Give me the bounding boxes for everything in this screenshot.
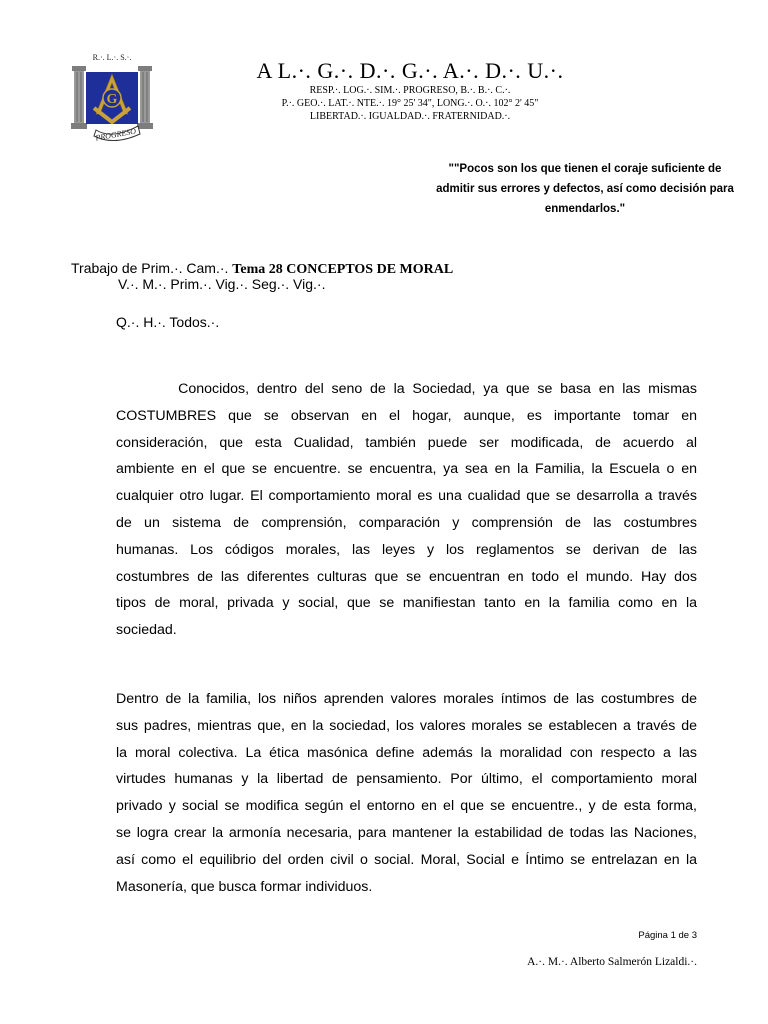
paragraph-line: Dentro de la familia, los niños aprenden valores morales íntimos de las costumbres de [116, 691, 697, 707]
header-lodge-line: RESP.·. LOG.·. SIM.·. PROGRESO, B.·. B.·. C.·. [309, 85, 511, 96]
logo-top-text: R.·. L.·. S.·. [92, 53, 132, 62]
paragraph-line: ambiente en el que se encuentre. se encuentra, ya sea en la Familia, la Escuela o en [116, 461, 697, 478]
paragraph-line: la moral colectiva. La ética masónica define además la moralidad con respecto a las [116, 744, 697, 761]
paragraph-line: así como el equilibrio del orden civil o social. Moral, Social e Íntimo se entrelazan en la [116, 851, 697, 868]
paragraph-line: tipos de moral, privada y social, que se manifiestan tanto en la familia como en la [116, 595, 697, 612]
paragraph-line: cualquier otro lugar. El comportamiento moral es una cualidad que se desarrolla a través [116, 488, 697, 505]
paragraph-line: virtudes humanas y la libertad de pensamiento. Por último, el comportamiento moral [116, 771, 697, 788]
header-title: A L.·. G.·. D.·. G.·. A.·. D.·. U.·. [256, 58, 564, 83]
quote-line: enmendarlos." [544, 203, 626, 215]
paragraph-line: consideración, que esta Cualidad, también puede ser modificada, de acuerdo al [116, 434, 697, 451]
paragraph-line: Masonería, que busca formar individuos. [116, 878, 373, 895]
paragraph-line: sociedad. [116, 622, 177, 639]
paragraph-line: de un sistema de comprensión, comparación y comprensión de las costumbres [116, 514, 697, 531]
work-topic: Tema 28 CONCEPTOS DE MORAL [232, 262, 454, 277]
header-coordinates-line: P.·. GEO.·. LAT.·. NTE.·. 19° 25' 34", LONG.·. O.·. 102° 2' 45" [281, 98, 539, 109]
quote-line: admitir sus errores y defectos, así como decisión para [436, 183, 734, 195]
lodge-logo [66, 50, 158, 142]
addressee-line: V.·. M.·. Prim.·. Vig.·. Seg.·. Vig.·. [118, 276, 326, 292]
paragraph-line: Conocidos, dentro del seno de la Sociedad, ya que se basa en las mismas [116, 381, 697, 397]
paragraph-2 [116, 686, 697, 900]
paragraph-1 [116, 376, 697, 644]
page-number: Página 1 de 3 [638, 930, 697, 941]
paragraph-line: humanas. Los códigos morales, las leyes y los reglamentos se derivan de las [116, 541, 697, 558]
greeting-line: Q.·. H.·. Todos.·. [116, 314, 220, 330]
paragraph-line: sus padres, mientras que, en la sociedad, los valores morales se establecen a través de [116, 717, 697, 734]
paragraph-line: privado y social se modifica según el entorno en el que se encuentre., y de esta forma, [116, 798, 697, 815]
square-compass-icon [66, 50, 158, 142]
paragraph-line: se logra crear la armonía necesaria, para mantener la estabilidad de todas las Naciones, [116, 824, 697, 841]
work-prefix: Trabajo de Prim.·. Cam.·. [71, 260, 229, 276]
paragraph-line: COSTUMBRES que se observan en el hogar, aunque, es importante tomar en [116, 407, 697, 424]
epigraph-quote [420, 159, 750, 219]
author-signature: A.·. M.·. Alberto Salmerón Lizaldi.·. [527, 956, 697, 968]
logo-letter: G [106, 92, 118, 107]
paragraph-line: costumbres de las diferentes culturas que se encuentran en todo el mundo. Hay dos [116, 568, 697, 585]
quote-line: ""Pocos son los que tienen el coraje suficiente de [448, 163, 722, 175]
header-motto-line: LIBERTAD.·. IGUALDAD.·. FRATERNIDAD.·. [309, 111, 511, 122]
logo-banner-text: PROGRESO [94, 126, 137, 142]
